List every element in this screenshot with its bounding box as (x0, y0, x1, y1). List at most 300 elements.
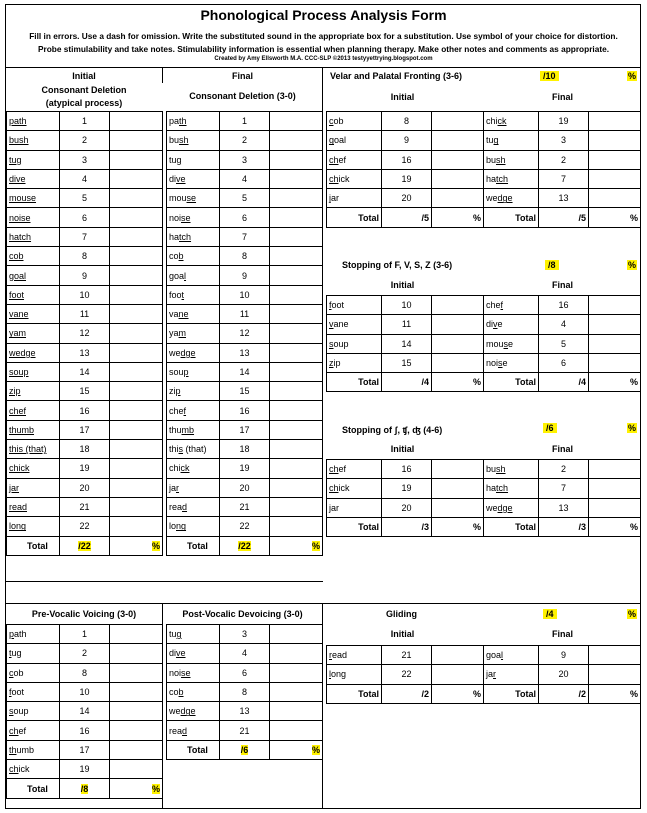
response-cell[interactable] (110, 150, 163, 169)
word-prefix: we (486, 502, 498, 513)
table-row (7, 420, 163, 439)
word-suffix: ath (14, 629, 27, 640)
item-number: 2 (220, 131, 270, 150)
response-cell[interactable] (110, 324, 163, 343)
response-cell[interactable] (589, 150, 641, 169)
item-number: 6 (220, 208, 270, 227)
response-cell[interactable] (110, 131, 163, 150)
response-cell[interactable] (270, 625, 323, 644)
target-word (167, 169, 220, 188)
stopping-fvsz-score: /8 (545, 260, 559, 270)
response-cell[interactable] (270, 702, 323, 721)
word-prefix: mou (486, 338, 504, 349)
item-number: 8 (382, 112, 432, 131)
response-cell[interactable] (589, 189, 641, 208)
word-target-sound: f (500, 300, 504, 311)
total-row (327, 373, 641, 392)
total-label: Total (327, 373, 382, 392)
word-target-sound: foot (9, 289, 25, 300)
response-cell[interactable] (432, 460, 484, 479)
word-suffix: e (497, 319, 503, 330)
word-prefix: goa (169, 270, 185, 281)
response-cell[interactable] (270, 169, 323, 188)
response-cell[interactable] (432, 189, 484, 208)
response-cell[interactable] (270, 112, 323, 131)
target-word (167, 112, 220, 131)
response-cell[interactable] (589, 479, 641, 498)
word-suffix: oot (11, 687, 25, 698)
item-number: 4 (60, 169, 110, 188)
table-row (167, 644, 323, 663)
target-word (484, 315, 539, 334)
item-number: 4 (539, 315, 589, 334)
total-percent-value: % (311, 744, 320, 755)
total-score (60, 536, 110, 555)
response-cell[interactable] (110, 227, 163, 246)
table-row (7, 189, 163, 208)
target-word (167, 401, 220, 420)
response-cell[interactable] (589, 296, 641, 315)
stopping-affricates-initial-label: Initial (390, 444, 415, 454)
target-word (327, 460, 382, 479)
word-prefix: rea (169, 502, 183, 513)
table-row (327, 150, 641, 169)
target-word (484, 353, 539, 372)
target-word (167, 150, 220, 169)
response-cell[interactable] (589, 646, 641, 665)
word-suffix: ead (332, 650, 348, 661)
response-cell[interactable] (432, 479, 484, 498)
table-row (7, 247, 163, 266)
response-cell[interactable] (110, 459, 163, 478)
target-word (484, 498, 539, 517)
item-number: 9 (382, 131, 432, 150)
target-word (327, 665, 382, 684)
word-suffix: ob (333, 116, 344, 127)
word-target-sound: ve (176, 648, 186, 659)
table-row (167, 208, 323, 227)
target-word (7, 169, 60, 188)
target-word (167, 721, 220, 740)
response-cell[interactable] (270, 420, 323, 439)
word-target-sound: th (9, 744, 17, 755)
response-cell[interactable] (432, 315, 484, 334)
total-row (327, 208, 641, 227)
response-cell[interactable] (432, 334, 484, 353)
prevocalic-title: Pre-Vocalic Voicing (3-0) (31, 609, 137, 619)
word-prefix: ha (486, 483, 497, 494)
response-cell[interactable] (270, 663, 323, 682)
item-number: 15 (220, 382, 270, 401)
response-cell[interactable] (432, 296, 484, 315)
response-cell[interactable] (589, 315, 641, 334)
response-cell[interactable] (110, 362, 163, 381)
table-row (167, 702, 323, 721)
target-word (7, 285, 60, 304)
response-cell[interactable] (270, 285, 323, 304)
response-cell[interactable] (110, 343, 163, 362)
response-cell[interactable] (110, 401, 163, 420)
word-prefix: noi (169, 212, 182, 223)
table-row (167, 150, 323, 169)
fronting-table (326, 111, 641, 228)
table-row (167, 304, 323, 323)
word-suffix: ef (338, 154, 347, 165)
response-cell[interactable] (110, 760, 163, 779)
table-row (327, 646, 641, 665)
total-percent-value: % (311, 540, 320, 551)
total-row (7, 536, 163, 555)
response-cell[interactable] (270, 401, 323, 420)
response-cell[interactable] (110, 169, 163, 188)
item-number: 19 (220, 459, 270, 478)
total-score-value: /22 (78, 540, 91, 551)
table-row (167, 625, 323, 644)
response-cell[interactable] (589, 353, 641, 372)
table-row (167, 497, 323, 516)
response-cell[interactable] (432, 169, 484, 188)
response-cell[interactable] (110, 478, 163, 497)
response-cell[interactable] (110, 208, 163, 227)
initial-cd-header-2: Consonant Deletion (41, 85, 127, 95)
word-suffix: ef (18, 725, 27, 736)
total-row (327, 684, 641, 703)
response-cell[interactable] (270, 266, 323, 285)
item-number: 18 (220, 440, 270, 459)
item-number: 13 (539, 189, 589, 208)
response-cell[interactable] (270, 247, 323, 266)
word-target-sound: soup (9, 367, 29, 377)
response-cell[interactable] (270, 131, 323, 150)
target-word (484, 460, 539, 479)
item-number: 12 (220, 324, 270, 343)
item-number: 17 (60, 740, 110, 759)
total-label: Total (167, 740, 220, 759)
response-cell[interactable] (270, 478, 323, 497)
response-cell[interactable] (589, 460, 641, 479)
response-cell[interactable] (589, 169, 641, 188)
instructions-line-2: Probe stimulability and take notes. Stimulability information is essential when planning therapy. Make other notes and comments as appropriate. (37, 44, 610, 54)
response-cell[interactable] (110, 517, 163, 536)
item-number: 4 (220, 169, 270, 188)
total-score: /2 (539, 684, 589, 703)
target-word (167, 189, 220, 208)
word-target-sound: tch (496, 174, 509, 185)
response-cell[interactable] (110, 625, 163, 644)
response-cell[interactable] (110, 721, 163, 740)
word-target-sound: sh (496, 464, 506, 475)
table-row (327, 498, 641, 517)
word-suffix: e (502, 358, 508, 369)
initial-cd-header-3: (atypical process) (45, 98, 123, 108)
word-target-sound: dge (497, 502, 513, 513)
table-row (167, 682, 323, 701)
gliding-final-label: Final (551, 629, 573, 639)
total-score-value: /6 (240, 744, 249, 755)
total-score: /2 (382, 684, 432, 703)
table-row (167, 247, 323, 266)
word-prefix: we (486, 193, 498, 204)
word-target-sound: s (498, 358, 503, 369)
item-number: 13 (539, 498, 589, 517)
response-cell[interactable] (270, 208, 323, 227)
response-cell[interactable] (589, 131, 641, 150)
total-row (167, 536, 323, 555)
word-prefix: che (169, 405, 184, 416)
word-target-sound: tch (179, 231, 192, 242)
table-row (327, 479, 641, 498)
item-number: 22 (220, 517, 270, 536)
target-word (7, 663, 60, 682)
response-cell[interactable] (432, 112, 484, 131)
item-number: 3 (60, 150, 110, 169)
word-target-sound: j (329, 193, 331, 204)
target-word (7, 644, 60, 663)
stopping-fvsz-title: Stopping of F, V, S, Z (3-6) (342, 260, 453, 270)
word-suffix: e (508, 338, 514, 349)
table-row (327, 112, 641, 131)
table-row (167, 189, 323, 208)
table-row (167, 440, 323, 459)
total-percent: % (589, 208, 641, 227)
word-prefix: rea (169, 725, 183, 736)
target-word (167, 663, 220, 682)
response-cell[interactable] (270, 362, 323, 381)
target-word (167, 702, 220, 721)
response-cell[interactable] (432, 498, 484, 517)
response-cell[interactable] (110, 285, 163, 304)
response-cell[interactable] (270, 440, 323, 459)
target-word (484, 131, 539, 150)
item-number: 6 (60, 208, 110, 227)
total-percent: % (432, 208, 484, 227)
target-word (167, 382, 220, 401)
table-row (327, 665, 641, 684)
response-cell[interactable] (270, 382, 323, 401)
total-percent: % (432, 684, 484, 703)
target-word (167, 644, 220, 663)
response-cell[interactable] (110, 682, 163, 701)
word-target-sound: dge (180, 706, 196, 717)
word-target-sound: tch (496, 483, 509, 494)
total-score: /5 (382, 208, 432, 227)
item-number: 3 (220, 625, 270, 644)
word-target-sound: g (329, 135, 335, 146)
target-word (327, 112, 382, 131)
target-word (167, 208, 220, 227)
word-target-sound: s (503, 338, 509, 349)
stopping-affricates-percent: % (628, 423, 637, 433)
final-cd-header-2: Consonant Deletion (3-0) (189, 91, 296, 101)
target-word (7, 227, 60, 246)
table-row (7, 285, 163, 304)
word-target-sound: ck (497, 116, 507, 127)
word-target-sound: l (501, 650, 504, 661)
response-cell[interactable] (110, 644, 163, 663)
table-row (167, 663, 323, 682)
table-row (7, 440, 163, 459)
response-cell[interactable] (432, 150, 484, 169)
table-row (167, 227, 323, 246)
response-cell[interactable] (270, 497, 323, 516)
table-row (7, 304, 163, 323)
total-score: /3 (382, 517, 432, 536)
word-prefix: goa (486, 650, 502, 661)
word-suffix: oot (331, 300, 345, 311)
response-cell[interactable] (270, 343, 323, 362)
response-cell[interactable] (589, 112, 641, 131)
response-cell[interactable] (270, 721, 323, 740)
table-row (167, 131, 323, 150)
word-prefix: foo (169, 289, 182, 300)
response-cell[interactable] (270, 324, 323, 343)
table-row (7, 760, 163, 779)
target-word (7, 247, 60, 266)
item-number: 7 (539, 479, 589, 498)
item-number: 8 (60, 247, 110, 266)
word-target-sound: jar (9, 482, 20, 493)
word-target-sound: z (329, 358, 334, 369)
response-cell[interactable] (432, 131, 484, 150)
item-number: 2 (539, 460, 589, 479)
word-target-sound: vane (9, 309, 29, 320)
response-cell[interactable] (270, 459, 323, 478)
response-cell[interactable] (110, 702, 163, 721)
table-row (7, 478, 163, 497)
word-suffix: ar (331, 193, 340, 204)
response-cell[interactable] (270, 227, 323, 246)
response-cell[interactable] (110, 247, 163, 266)
response-cell[interactable] (432, 665, 484, 684)
table-row (7, 131, 163, 150)
target-word (327, 353, 382, 372)
target-word (7, 112, 60, 131)
table-row (327, 334, 641, 353)
total-label: Total (484, 208, 539, 227)
response-cell[interactable] (270, 682, 323, 701)
total-percent-value: % (151, 540, 160, 551)
item-number: 7 (60, 227, 110, 246)
item-number: 10 (60, 285, 110, 304)
total-label: Total (7, 779, 60, 798)
table-row (7, 702, 163, 721)
stopping-affricates-score: /6 (543, 423, 557, 433)
word-target-sound: ch (329, 154, 339, 165)
word-target-sound: se (181, 212, 191, 223)
table-row (7, 625, 163, 644)
item-number: 11 (382, 315, 432, 334)
target-word (7, 721, 60, 740)
response-cell[interactable] (110, 440, 163, 459)
response-cell[interactable] (110, 112, 163, 131)
total-score: /3 (539, 517, 589, 536)
response-cell[interactable] (589, 334, 641, 353)
final-cd-table (166, 111, 323, 556)
word-target-sound: ch (329, 464, 339, 475)
table-row (167, 343, 323, 362)
response-cell[interactable] (270, 517, 323, 536)
table-row (327, 169, 641, 188)
target-word (7, 440, 60, 459)
word-target-sound: v (329, 319, 334, 330)
response-cell[interactable] (270, 304, 323, 323)
word-target-sound: f (329, 300, 332, 311)
response-cell[interactable] (589, 498, 641, 517)
total-percent-value: % (151, 783, 160, 794)
response-cell[interactable] (432, 353, 484, 372)
target-word (484, 296, 539, 315)
word-target-sound: ck (180, 463, 190, 474)
response-cell[interactable] (270, 644, 323, 663)
word-target-sound: chick (9, 463, 30, 474)
item-number: 9 (220, 266, 270, 285)
response-cell[interactable] (110, 497, 163, 516)
target-word (327, 498, 382, 517)
stopping-affricates-title: Stopping of ʃ, ʧ, ʤ (4-6) (342, 425, 443, 435)
response-cell[interactable] (110, 304, 163, 323)
response-cell[interactable] (270, 150, 323, 169)
word-target-sound: g (176, 154, 182, 165)
table-row (7, 343, 163, 362)
word-suffix: ob (13, 667, 24, 678)
word-target-sound: goal (9, 270, 27, 281)
word-target-sound: read (9, 502, 28, 513)
response-cell[interactable] (270, 189, 323, 208)
gliding-table (326, 645, 641, 704)
word-suffix: ar (331, 502, 340, 513)
item-number: 19 (60, 459, 110, 478)
stopping-fvsz-initial-label: Initial (390, 280, 415, 290)
item-number: 7 (539, 169, 589, 188)
word-target-sound: ch (9, 764, 19, 775)
col-divider-2 (322, 67, 323, 112)
word-prefix: co (169, 251, 179, 262)
response-cell[interactable] (110, 663, 163, 682)
item-number: 16 (382, 150, 432, 169)
item-number: 16 (60, 401, 110, 420)
table-row (167, 420, 323, 439)
table-row (7, 663, 163, 682)
table-row (7, 401, 163, 420)
item-number: 10 (382, 296, 432, 315)
response-cell[interactable] (110, 189, 163, 208)
instructions-line-1: Fill in errors. Use a dash for omission. Write the substituted sound in the appropriate box for a substitution. Use symbol of your choice for distortion. (29, 31, 618, 41)
response-cell[interactable] (110, 382, 163, 401)
item-number: 20 (539, 665, 589, 684)
item-number: 2 (539, 150, 589, 169)
target-word (167, 478, 220, 497)
item-number: 8 (220, 682, 270, 701)
response-cell[interactable] (589, 665, 641, 684)
credit-line: Created by Amy Ellsworth M.A. CCC-SLP ©2013 testyyettrying.blogspot.com (214, 56, 433, 62)
table-row (7, 227, 163, 246)
table-row (7, 169, 163, 188)
response-cell[interactable] (110, 740, 163, 759)
target-word (7, 382, 60, 401)
word-target-sound: th (179, 116, 187, 127)
response-cell[interactable] (110, 266, 163, 285)
table-row (167, 517, 323, 536)
word-prefix: tu (169, 629, 177, 640)
response-cell[interactable] (110, 420, 163, 439)
total-row (167, 740, 323, 759)
word-prefix: zi (169, 386, 176, 397)
target-word (167, 459, 220, 478)
item-number: 14 (382, 334, 432, 353)
target-word (327, 315, 382, 334)
target-word (7, 420, 60, 439)
response-cell[interactable] (432, 646, 484, 665)
